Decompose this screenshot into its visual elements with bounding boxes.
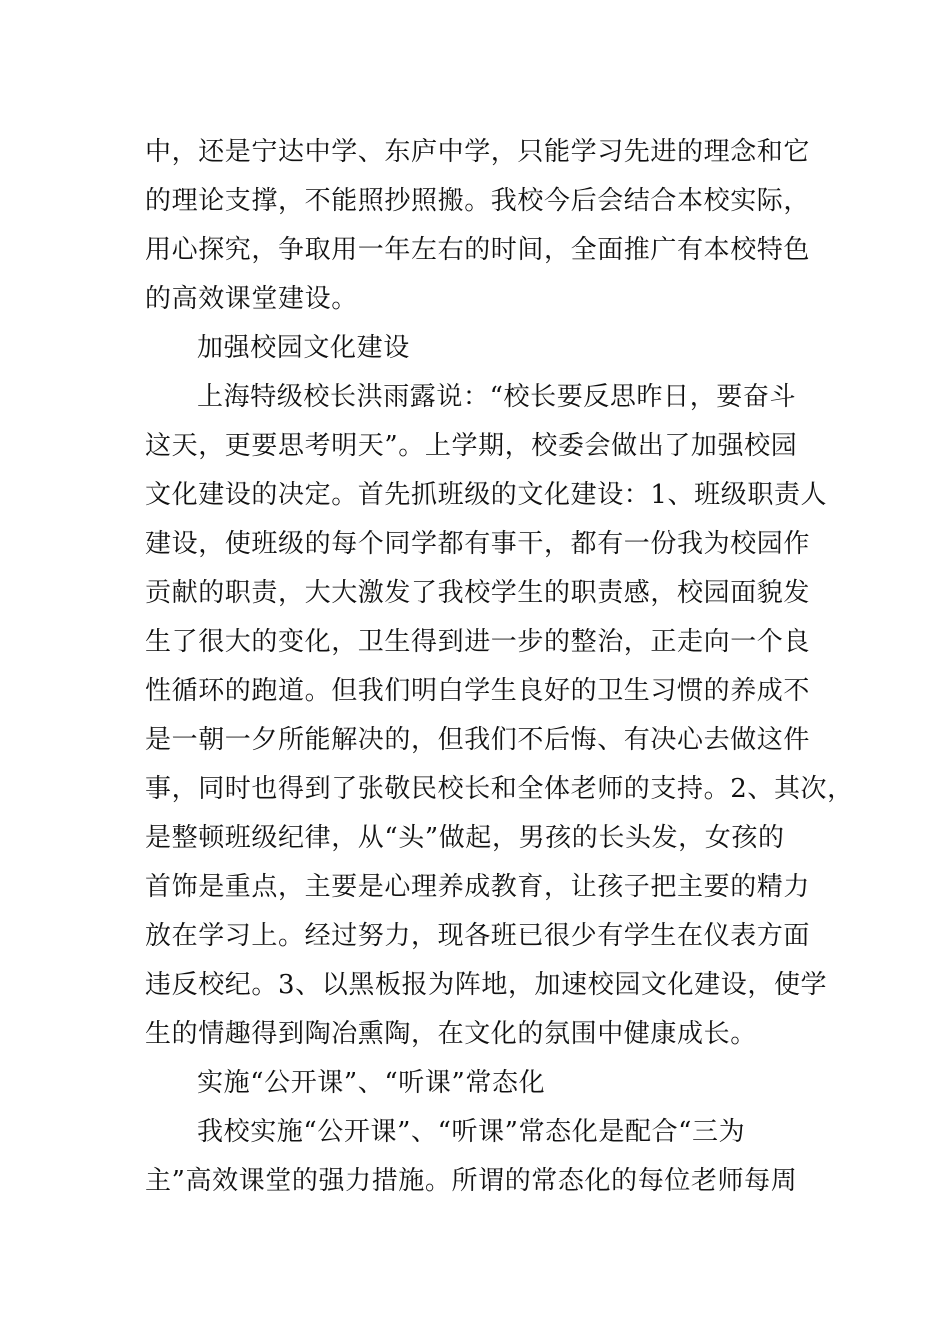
text-line: 性循环的跑道。但我们明白学生良好的卫生习惯的养成不 — [145, 676, 811, 706]
text-line: 建设，使班级的每个同学都有事干，都有一份我为校园作 — [145, 529, 811, 559]
text-line: 首饰是重点，主要是心理养成教育，让孩子把主要的精力 — [145, 872, 811, 902]
text-line: 的高效课堂建设。 — [145, 284, 358, 314]
text-line: 生了很大的变化，卫生得到进一步的整治，正走向一个良 — [145, 627, 811, 657]
paragraph-first-line: 我校实施“公开课”、“听课”常态化是配合“三为 — [197, 1117, 746, 1147]
text-line: 生的情趣得到陶冶熏陶，在文化的氛围中健康成长。 — [145, 1019, 757, 1049]
text-line: 放在学习上。经过努力，现各班已很少有学生在仪表方面 — [145, 921, 811, 951]
paragraph-first-line: 加强校园文化建设 — [197, 333, 410, 363]
text-line: 这天，更要思考明天”。上学期，校委会做出了加强校园 — [145, 431, 798, 461]
text-line: 是一朝一夕所能解决的，但我们不后悔、有决心去做这件 — [145, 725, 811, 755]
text-line: 的理论支撑，不能照抄照搬。我校今后会结合本校实际， — [145, 186, 811, 216]
text-line: 文化建设的决定。首先抓班级的文化建设：1、班级职责人 — [145, 480, 828, 510]
text-line: 主”高效课堂的强力措施。所谓的常态化的每位老师每周 — [145, 1166, 798, 1196]
text-line: 贡献的职责，大大激发了我校学生的职责感，校园面貌发 — [145, 578, 811, 608]
text-line: 用心探究，争取用一年左右的时间，全面推广有本校特色 — [145, 235, 811, 265]
text-line: 中，还是宁达中学、东庐中学，只能学习先进的理念和它 — [145, 137, 811, 167]
paragraph-first-line: 实施“公开课”、“听课”常态化 — [197, 1068, 546, 1098]
text-line: 是整顿班级纪律，从“头”做起，男孩的长头发，女孩的 — [145, 823, 785, 853]
paragraph-first-line: 上海特级校长洪雨露说：“校长要反思昨日，要奋斗 — [197, 382, 797, 412]
text-line: 违反校纪。3、以黑板报为阵地，加速校园文化建设，使学 — [145, 970, 828, 1000]
text-line: 事，同时也得到了张敬民校长和全体老师的支持。2、其次， — [145, 774, 854, 804]
body-text — [145, 128, 854, 1206]
